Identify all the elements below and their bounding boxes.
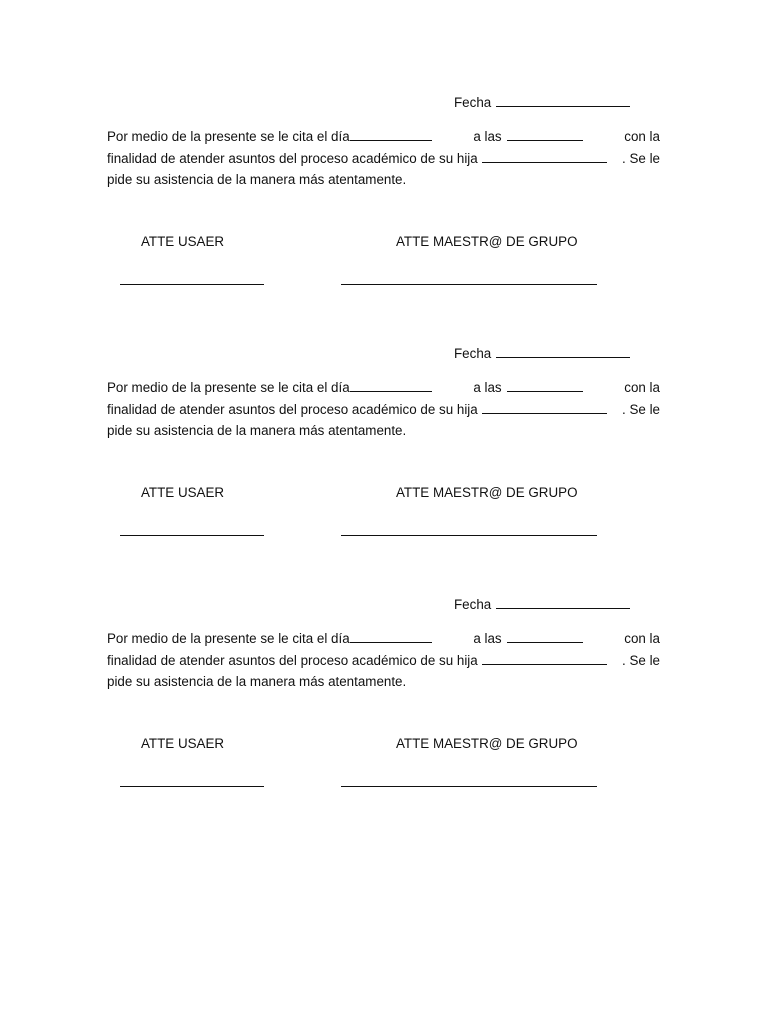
daughter-name-blank[interactable] (482, 150, 607, 163)
date-blank[interactable] (496, 596, 630, 609)
paragraph-text-day: Por medio de la presente se le cita el día (107, 129, 350, 144)
signature-label-teacher: ATTE MAESTR@ DE GRUPO (396, 234, 578, 249)
date-field-row (454, 345, 630, 362)
citation-paragraph (107, 128, 660, 194)
paragraph-text-con-la: con la (624, 129, 660, 144)
paragraph-line-3: pide su asistencia de la manera más atentamente. (107, 423, 407, 438)
paragraph-text-time: a las (473, 129, 502, 144)
paragraph-text-day: Por medio de la presente se le cita el día (107, 631, 350, 646)
date-blank[interactable] (496, 345, 630, 358)
paragraph-text-con-la: con la (624, 631, 660, 646)
paragraph-text-time: a las (473, 631, 502, 646)
paragraph-line-3: pide su asistencia de la manera más atentamente. (107, 674, 407, 689)
citation-form-1 (0, 94, 768, 334)
time-blank[interactable] (507, 379, 583, 392)
paragraph-text-time: a las (473, 380, 502, 395)
daughter-name-blank[interactable] (482, 401, 607, 414)
signature-label-teacher: ATTE MAESTR@ DE GRUPO (396, 736, 578, 751)
signature-line-usaer[interactable] (120, 535, 264, 536)
time-blank[interactable] (507, 630, 583, 643)
paragraph-line-3: pide su asistencia de la manera más atentamente. (107, 172, 407, 187)
paragraph-text-con-la: con la (624, 380, 660, 395)
paragraph-line-2 (107, 150, 660, 172)
date-blank[interactable] (496, 94, 630, 107)
paragraph-line-1 (107, 379, 660, 401)
citation-paragraph (107, 379, 660, 445)
signature-label-usaer: ATTE USAER (141, 485, 225, 500)
day-blank[interactable] (350, 379, 432, 392)
date-field-row (454, 94, 630, 111)
signature-line-usaer[interactable] (120, 284, 264, 285)
date-label: Fecha (454, 597, 492, 612)
paragraph-line-2 (107, 652, 660, 674)
date-field-row (454, 596, 630, 613)
signature-line-teacher[interactable] (341, 535, 597, 536)
paragraph-text-day: Por medio de la presente se le cita el día (107, 380, 350, 395)
time-blank[interactable] (507, 128, 583, 141)
signature-line-teacher[interactable] (341, 284, 597, 285)
paragraph-text-se-le: . Se le (622, 653, 660, 668)
signature-line-teacher[interactable] (341, 786, 597, 787)
signature-label-usaer: ATTE USAER (141, 234, 225, 249)
date-label: Fecha (454, 95, 492, 110)
signature-line-usaer[interactable] (120, 786, 264, 787)
signature-label-teacher: ATTE MAESTR@ DE GRUPO (396, 485, 578, 500)
paragraph-text-purpose: finalidad de atender asuntos del proceso académico de su hija (107, 653, 478, 668)
daughter-name-blank[interactable] (482, 652, 607, 665)
paragraph-text-se-le: . Se le (622, 402, 660, 417)
citation-form-2 (0, 345, 768, 585)
citation-form-3 (0, 596, 768, 836)
signature-label-usaer: ATTE USAER (141, 736, 225, 751)
paragraph-text-se-le: . Se le (622, 151, 660, 166)
citation-paragraph (107, 630, 660, 696)
day-blank[interactable] (350, 630, 432, 643)
paragraph-text-purpose: finalidad de atender asuntos del proceso académico de su hija (107, 151, 478, 166)
date-label: Fecha (454, 346, 492, 361)
paragraph-text-purpose: finalidad de atender asuntos del proceso académico de su hija (107, 402, 478, 417)
paragraph-line-2 (107, 401, 660, 423)
paragraph-line-1 (107, 630, 660, 652)
day-blank[interactable] (350, 128, 432, 141)
paragraph-line-1 (107, 128, 660, 150)
